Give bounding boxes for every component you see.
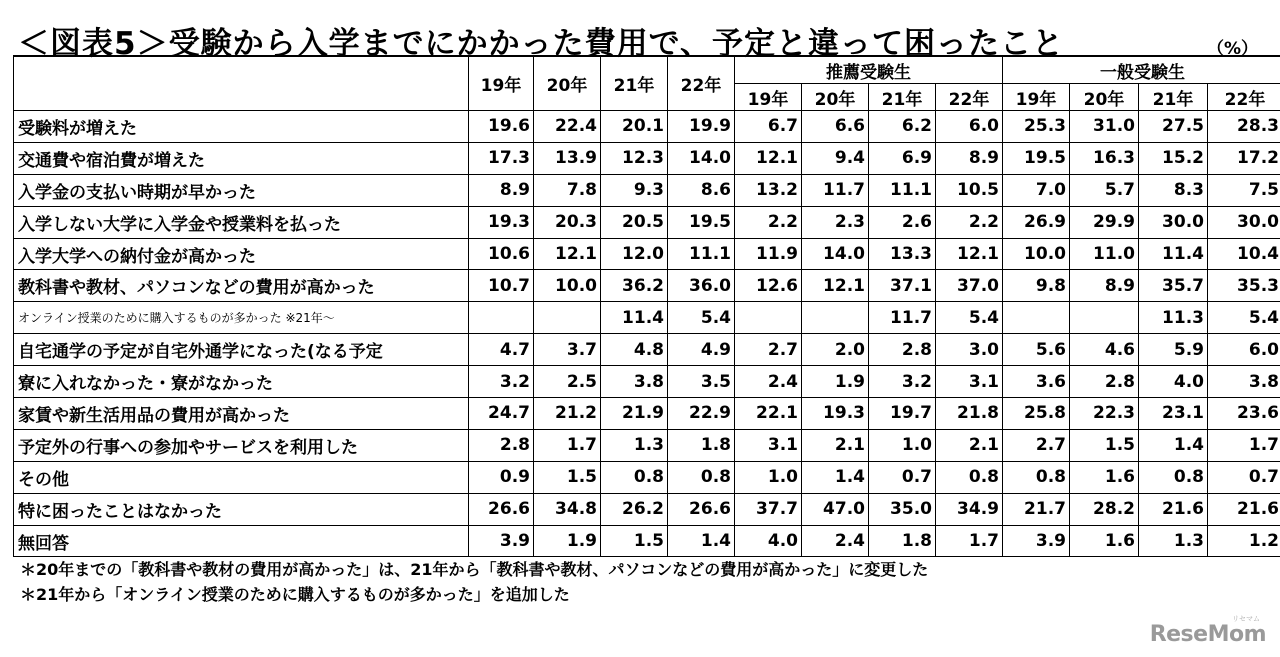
table-row — [14, 398, 1280, 430]
table-row — [14, 493, 1280, 525]
footnote: ＊21年から「オンライン授業のために購入するものが多かった」を追加した — [20, 585, 570, 604]
table-cell — [1070, 302, 1139, 334]
table-cell: 19.9 — [668, 111, 735, 143]
table-cell: 36.0 — [668, 270, 735, 302]
row-label: その他 — [14, 461, 469, 493]
table-cell: 14.0 — [668, 142, 735, 174]
table-cell: 1.3 — [1139, 525, 1208, 557]
table-cell: 10.6 — [469, 238, 534, 270]
table-cell: 12.6 — [735, 270, 802, 302]
header-row-top — [14, 56, 1280, 84]
table-cell: 35.7 — [1139, 270, 1208, 302]
table-cell: 6.0 — [1208, 334, 1280, 366]
row-label: 寮に入れなかった・寮がなかった — [14, 366, 469, 398]
table-cell: 12.3 — [601, 142, 668, 174]
table-cell: 5.9 — [1139, 334, 1208, 366]
row-label: 特に困ったことはなかった — [14, 493, 469, 525]
table-cell: 2.8 — [869, 334, 936, 366]
header-group: 一般受験生 — [1003, 56, 1280, 84]
header-group: 推薦受験生 — [735, 56, 1003, 84]
table-cell: 1.8 — [668, 429, 735, 461]
table-cell: 1.4 — [668, 525, 735, 557]
table-cell: 3.9 — [1003, 525, 1070, 557]
table-row — [14, 366, 1280, 398]
table-row — [14, 270, 1280, 302]
table-cell: 21.6 — [1208, 493, 1280, 525]
table-cell: 1.9 — [802, 366, 869, 398]
table-cell: 16.3 — [1070, 142, 1139, 174]
table-cell: 7.0 — [1003, 174, 1070, 206]
table-cell: 22.4 — [534, 111, 601, 143]
logo-ruby: リセマム — [1232, 615, 1260, 623]
table-cell: 19.3 — [469, 206, 534, 238]
header-year: 20年 — [534, 56, 601, 111]
row-label: 入学金の支払い時期が早かった — [14, 174, 469, 206]
table-cell: 6.7 — [735, 111, 802, 143]
table-cell: 10.0 — [1003, 238, 1070, 270]
table-cell: 2.8 — [1070, 366, 1139, 398]
table-cell: 3.8 — [1208, 366, 1280, 398]
header-year: 19年 — [469, 56, 534, 111]
table-cell: 4.7 — [469, 334, 534, 366]
header-year: 21年 — [869, 84, 936, 111]
row-label: 無回答 — [14, 525, 469, 557]
table-cell: 9.3 — [601, 174, 668, 206]
table-cell: 19.7 — [869, 398, 936, 430]
table-cell: 23.6 — [1208, 398, 1280, 430]
table-cell: 6.0 — [936, 111, 1003, 143]
table-row — [14, 111, 1280, 143]
table-cell: 2.3 — [802, 206, 869, 238]
table-row — [14, 302, 1280, 334]
table-cell: 3.1 — [936, 366, 1003, 398]
table-cell: 10.7 — [469, 270, 534, 302]
table-cell: 6.2 — [869, 111, 936, 143]
row-label: 交通費や宿泊費が増えた — [14, 142, 469, 174]
table-cell: 26.2 — [601, 493, 668, 525]
table-cell: 1.3 — [601, 429, 668, 461]
data-table — [13, 55, 1280, 557]
table-cell: 2.1 — [802, 429, 869, 461]
table-cell: 12.1 — [802, 270, 869, 302]
row-label: 家賃や新生活用品の費用が高かった — [14, 398, 469, 430]
table-cell: 21.8 — [936, 398, 1003, 430]
table-cell: 15.2 — [1139, 142, 1208, 174]
table-cell: 7.8 — [534, 174, 601, 206]
table-row — [14, 461, 1280, 493]
table-cell: 11.9 — [735, 238, 802, 270]
table-cell: 8.9 — [469, 174, 534, 206]
table-cell: 28.2 — [1070, 493, 1139, 525]
table-cell: 3.0 — [936, 334, 1003, 366]
table-cell: 5.7 — [1070, 174, 1139, 206]
table-cell: 34.9 — [936, 493, 1003, 525]
table-cell: 19.5 — [668, 206, 735, 238]
row-label: 教科書や教材、パソコンなどの費用が高かった — [14, 270, 469, 302]
table-row — [14, 429, 1280, 461]
table-row — [14, 142, 1280, 174]
table-cell: 1.4 — [802, 461, 869, 493]
table-cell: 0.8 — [601, 461, 668, 493]
footnote: ＊20年までの「教科書や教材の費用が高かった」は、21年から「教科書や教材、パソコンなどの費用が高かった」に変更した — [20, 560, 929, 579]
header-year: 19年 — [1003, 84, 1070, 111]
table-cell: 2.5 — [534, 366, 601, 398]
table-row — [14, 334, 1280, 366]
table-row — [14, 174, 1280, 206]
header-year: 22年 — [936, 84, 1003, 111]
table-cell: 4.0 — [735, 525, 802, 557]
table-cell: 11.1 — [869, 174, 936, 206]
table-cell: 6.6 — [802, 111, 869, 143]
table-cell: 36.2 — [601, 270, 668, 302]
table-cell: 37.0 — [936, 270, 1003, 302]
table-cell: 1.2 — [1208, 525, 1280, 557]
table-cell: 10.0 — [534, 270, 601, 302]
table-cell: 1.7 — [534, 429, 601, 461]
row-label: オンライン授業のために購入するものが多かった ※21年～ — [14, 302, 469, 334]
table-cell: 1.9 — [534, 525, 601, 557]
table-cell: 3.7 — [534, 334, 601, 366]
row-label: 受験料が増えた — [14, 111, 469, 143]
unit-label: （%） — [1206, 39, 1258, 59]
table-cell: 1.4 — [1139, 429, 1208, 461]
table-cell: 11.7 — [869, 302, 936, 334]
table-cell — [735, 302, 802, 334]
table-cell: 20.1 — [601, 111, 668, 143]
table-cell: 35.3 — [1208, 270, 1280, 302]
table-cell: 0.7 — [869, 461, 936, 493]
table-cell: 3.5 — [668, 366, 735, 398]
table-cell: 11.4 — [1139, 238, 1208, 270]
table-cell: 6.9 — [869, 142, 936, 174]
table-cell: 24.7 — [469, 398, 534, 430]
table-cell: 1.5 — [534, 461, 601, 493]
table-body — [14, 111, 1280, 557]
table-cell: 26.6 — [469, 493, 534, 525]
row-label: 入学大学への納付金が高かった — [14, 238, 469, 270]
table-cell: 10.4 — [1208, 238, 1280, 270]
table-cell: 29.9 — [1070, 206, 1139, 238]
table-cell: 2.4 — [802, 525, 869, 557]
page-title: ＜図表5＞受験から入学までにかかった費用で、予定と違って困ったこと — [18, 26, 1064, 62]
row-label: 予定外の行事への参加やサービスを利用した — [14, 429, 469, 461]
table-cell: 0.7 — [1208, 461, 1280, 493]
table-cell: 4.8 — [601, 334, 668, 366]
table-cell: 2.2 — [735, 206, 802, 238]
table-cell: 28.3 — [1208, 111, 1280, 143]
table-cell: 2.6 — [869, 206, 936, 238]
table-cell: 37.1 — [869, 270, 936, 302]
table-row — [14, 525, 1280, 557]
table-cell: 25.3 — [1003, 111, 1070, 143]
header-corner — [14, 56, 469, 111]
table-cell: 8.6 — [668, 174, 735, 206]
table-cell: 1.7 — [1208, 429, 1280, 461]
table-cell: 47.0 — [802, 493, 869, 525]
table-cell: 0.8 — [1003, 461, 1070, 493]
table-cell: 0.8 — [1139, 461, 1208, 493]
table-cell: 8.9 — [1070, 270, 1139, 302]
table-cell: 3.2 — [869, 366, 936, 398]
table-cell: 2.0 — [802, 334, 869, 366]
table-cell: 8.3 — [1139, 174, 1208, 206]
table-cell: 1.6 — [1070, 525, 1139, 557]
table-cell: 11.1 — [668, 238, 735, 270]
table-cell: 4.0 — [1139, 366, 1208, 398]
table-cell: 1.6 — [1070, 461, 1139, 493]
table-cell: 1.0 — [869, 429, 936, 461]
table-cell: 12.1 — [534, 238, 601, 270]
table-cell: 0.9 — [469, 461, 534, 493]
table-cell: 5.6 — [1003, 334, 1070, 366]
table-cell — [1003, 302, 1070, 334]
table-cell: 23.1 — [1139, 398, 1208, 430]
header-year: 22年 — [668, 56, 735, 111]
table-cell: 20.5 — [601, 206, 668, 238]
table-cell: 4.6 — [1070, 334, 1139, 366]
table-cell: 1.8 — [869, 525, 936, 557]
table-cell: 3.6 — [1003, 366, 1070, 398]
table-cell: 21.2 — [534, 398, 601, 430]
table-cell — [534, 302, 601, 334]
table-cell: 10.5 — [936, 174, 1003, 206]
table-cell: 9.8 — [1003, 270, 1070, 302]
header-year: 19年 — [735, 84, 802, 111]
table-cell: 8.9 — [936, 142, 1003, 174]
table-cell: 22.9 — [668, 398, 735, 430]
table-cell: 35.0 — [869, 493, 936, 525]
table-cell: 12.1 — [735, 142, 802, 174]
table-cell: 13.3 — [869, 238, 936, 270]
table-cell: 2.1 — [936, 429, 1003, 461]
table-cell: 1.5 — [1070, 429, 1139, 461]
table-cell: 2.4 — [735, 366, 802, 398]
table-cell: 20.3 — [534, 206, 601, 238]
table-cell: 13.9 — [534, 142, 601, 174]
header-year: 21年 — [1139, 84, 1208, 111]
table-cell: 11.0 — [1070, 238, 1139, 270]
table-cell: 12.0 — [601, 238, 668, 270]
header-year: 20年 — [802, 84, 869, 111]
table-cell: 11.7 — [802, 174, 869, 206]
row-label: 自宅通学の予定が自宅外通学になった(なる予定 — [14, 334, 469, 366]
header-year: 20年 — [1070, 84, 1139, 111]
table-row — [14, 206, 1280, 238]
table-cell: 30.0 — [1139, 206, 1208, 238]
table-cell: 37.7 — [735, 493, 802, 525]
table-cell: 3.9 — [469, 525, 534, 557]
table-cell: 0.8 — [668, 461, 735, 493]
table-cell: 2.7 — [735, 334, 802, 366]
table-cell: 17.3 — [469, 142, 534, 174]
table-cell: 22.1 — [735, 398, 802, 430]
table-cell: 22.3 — [1070, 398, 1139, 430]
table-cell: 19.5 — [1003, 142, 1070, 174]
resemom-logo: ReseMom — [1149, 622, 1266, 647]
table-cell: 25.8 — [1003, 398, 1070, 430]
table-cell: 3.2 — [469, 366, 534, 398]
table-cell: 34.8 — [534, 493, 601, 525]
table-cell: 5.4 — [1208, 302, 1280, 334]
table-cell: 3.8 — [601, 366, 668, 398]
table-cell: 19.6 — [469, 111, 534, 143]
table-cell: 1.0 — [735, 461, 802, 493]
table-cell: 21.6 — [1139, 493, 1208, 525]
table-cell: 14.0 — [802, 238, 869, 270]
table-cell: 27.5 — [1139, 111, 1208, 143]
table-cell: 9.4 — [802, 142, 869, 174]
table-cell: 13.2 — [735, 174, 802, 206]
table-cell: 12.1 — [936, 238, 1003, 270]
table-cell: 26.6 — [668, 493, 735, 525]
table-cell: 3.1 — [735, 429, 802, 461]
table-cell: 2.2 — [936, 206, 1003, 238]
table-cell — [469, 302, 534, 334]
table-cell: 4.9 — [668, 334, 735, 366]
table-cell: 17.2 — [1208, 142, 1280, 174]
table-cell: 5.4 — [668, 302, 735, 334]
row-label: 入学しない大学に入学金や授業料を払った — [14, 206, 469, 238]
table-cell: 31.0 — [1070, 111, 1139, 143]
table-cell: 21.9 — [601, 398, 668, 430]
header-year: 22年 — [1208, 84, 1280, 111]
table-cell: 7.5 — [1208, 174, 1280, 206]
table-cell: 11.3 — [1139, 302, 1208, 334]
table-cell: 30.0 — [1208, 206, 1280, 238]
table-cell: 26.9 — [1003, 206, 1070, 238]
table-cell — [802, 302, 869, 334]
table-cell: 1.5 — [601, 525, 668, 557]
table-cell: 0.8 — [936, 461, 1003, 493]
table-row — [14, 238, 1280, 270]
table-cell: 21.7 — [1003, 493, 1070, 525]
header-year: 21年 — [601, 56, 668, 111]
table-cell: 2.7 — [1003, 429, 1070, 461]
table-cell: 1.7 — [936, 525, 1003, 557]
table-cell: 2.8 — [469, 429, 534, 461]
table-cell: 5.4 — [936, 302, 1003, 334]
table-cell: 11.4 — [601, 302, 668, 334]
table-cell: 19.3 — [802, 398, 869, 430]
